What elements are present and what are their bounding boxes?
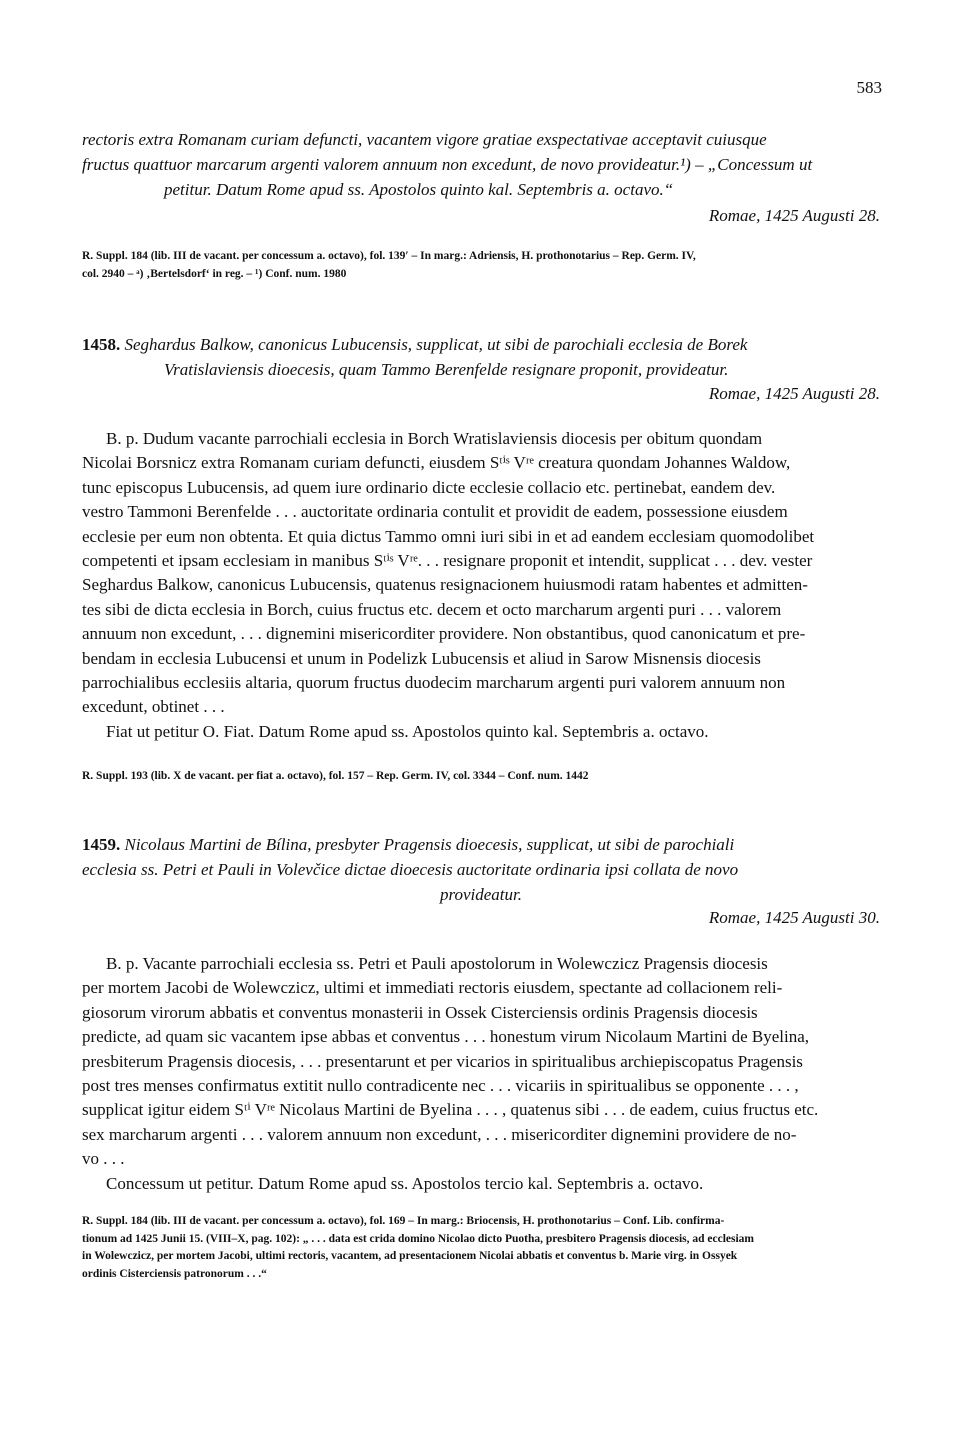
entry-number: 1458. [82, 335, 121, 354]
text-line: fructus quattuor marcarum argenti valorem annuum non excedunt, de novo provideatur.¹) – „Concessum ut [82, 155, 813, 174]
top-entry-note [82, 248, 880, 283]
body-line: vo . . . [82, 1149, 125, 1169]
entry-1459-body [82, 952, 880, 1196]
top-entry-text [82, 127, 880, 202]
body-line: vestro Tammoni Berenfelde . . . auctoritate ordinaria contulit et providit de eadem, possessione eiusdem [82, 502, 788, 522]
top-entry-date: Romae, 1425 Augusti 28. [708, 206, 880, 225]
body-line: predicte, ad quam sic vacantem ipse abbas et conventus . . . honestum virum Nicolaum Martini de Byelina, [82, 1027, 810, 1047]
note-line: col. 2940 – ᵃ) ‚Bertelsdorf‘ in reg. – ¹) Conf. num. 1980 [82, 267, 347, 280]
body-line: sex marcharum argenti . . . valorem annuum non excedunt, . . . misericorditer dignemini providere de no- [82, 1124, 797, 1144]
note-line: R. Suppl. 184 (lib. III de vacant. per concessum a. octavo), fol. 169 – In marg.: Briocensis, H. prothonotarius – Conf. Lib. confirma- [82, 1215, 725, 1227]
note-line: R. Suppl. 184 (lib. III de vacant. per concessum a. octavo), fol. 139′ – In marg.: Adriensis, H. prothonotarius – Rep. Germ. IV, [82, 250, 696, 262]
entry-number: 1459. [82, 835, 121, 854]
entry-1458-heading [82, 332, 880, 382]
text-line: Vratislaviensis dioecesis, quam Tammo Berenfelde resignare proponit, provideatur. [164, 360, 729, 379]
body-line: per mortem Jacobi de Wolewczicz, ultimi et immediati rectoris eiusdem, spectante ad collacionem reli- [82, 978, 783, 998]
body-line: bendam in ecclesia Lubucensi et unum in Podelizk Lubucensis et aliud in Sarow Misnensis diocesis [82, 648, 761, 668]
body-line: post tres menses confirmatus extitit nullo contradicente nec . . . vicariis in spiritualibus se opponente . . . , [82, 1076, 799, 1096]
note-line: tionum ad 1425 Junii 15. (VIII–X, pag. 102): „ . . . data est crida domino Nicolao dicto Puotha, presbitero Pragensis diocesis, ad ecclesiam [82, 1232, 755, 1245]
concessum-line: Concessum ut petitur. Datum Rome apud ss. Apostolos tercio kal. Septembris a. octavo. [106, 1173, 704, 1193]
text-line [82, 832, 880, 857]
body-line: tes sibi de dicta ecclesia in Borch, cuius fructus etc. decem et octo marcharum argenti puri . . . valorem [82, 599, 782, 619]
fiat-line: Fiat ut petitur O. Fiat. Datum Rome apud ss. Apostolos quinto kal. Septembris a. octavo. [106, 721, 709, 741]
text-line: ecclesia ss. Petri et Pauli in Volevčice dictae dioecesis auctoritate ordinaria ipsi collata de novo [82, 860, 739, 879]
body-line: excedunt, obtinet . . . [82, 697, 225, 717]
text-line: rectoris extra Romanam curiam defuncti, vacantem vigore gratiae exspectativae acceptavit cuiusque [82, 130, 767, 149]
body-line: ecclesie per eum non obtenta. Et quia dictus Tammo omni iuri sibi in et ad eandem ecclesiam quomodolibet [82, 526, 815, 546]
entry-1458-body [82, 427, 880, 744]
entry-1458-date: Romae, 1425 Augusti 28. [708, 384, 880, 403]
body-line: supplicat igitur eidem Sᵗⁱ Vʳᵉ Nicolaus Martini de Byelina . . . , quatenus sibi . . . de eadem, cuius fructus etc. [82, 1100, 819, 1120]
text-line: petitur. Datum Rome apud ss. Apostolos quinto kal. Septembris a. octavo.“ [164, 180, 674, 199]
note-line: ordinis Cisterciensis patronorum . . .“ [82, 1267, 267, 1280]
body-line: presbiterum Pragensis diocesis, . . . presentarunt et per vicarios in spiritualibus archiepiscopatus Pragensis [82, 1051, 803, 1071]
body-line: giosorum virorum abbatis et conventus monasterii in Ossek Cisterciensis ordinis Pragensis diocesis [82, 1002, 758, 1022]
body-line: tunc episcopus Lubucensis, ad quem iure ordinario dicte ecclesie collacio etc. pertinebat, eandem dev. [82, 477, 776, 497]
text-line: provideatur. [439, 885, 522, 904]
entry-1459-heading [82, 832, 880, 907]
entry-1459-date: Romae, 1425 Augusti 30. [708, 908, 880, 927]
heading-text: Nicolaus Martini de Bílina, presbyter Pragensis dioecesis, supplicat, ut sibi de parochiali [124, 835, 735, 854]
heading-text: Seghardus Balkow, canonicus Lubucensis, supplicat, ut sibi de parochiali ecclesia de Borek [124, 335, 748, 354]
text-line [82, 332, 880, 357]
entry-1459-note [82, 1213, 880, 1283]
page-number: 583 [856, 78, 882, 97]
body-line: parrochialibus ecclesiis altaria, quorum fructus duodecim marcharum argenti puri valorem annuum non [82, 673, 786, 693]
body-line: Seghardus Balkow, canonicus Lubucensis, quatenus resignacionem huiusmodi ratam habentes et admitten- [82, 575, 808, 595]
body-line: B. p. Dudum vacante parrochiali ecclesia in Borch Wratislaviensis diocesis per obitum quondam [106, 429, 763, 448]
note-line: in Wolewczicz, per mortem Jacobi, ultimi rectoris, vacantem, ad presentacionem Nicolai abbatis et conventus b. Marie virg. in Ossyek [82, 1250, 738, 1262]
body-line: B. p. Vacante parrochiali ecclesia ss. Petri et Pauli apostolorum in Wolewczicz Pragensis diocesis [106, 954, 768, 973]
body-line: Nicolai Borsnicz extra Romanam curiam defuncti, eiusdem Sᵗⁱˢ Vʳᵉ creatura quondam Johannes Waldow, [82, 453, 791, 473]
body-line: annuum non excedunt, . . . dignemini misericorditer providere. Non obstantibus, quod canonicatum et pre- [82, 624, 806, 644]
body-line: competenti et ipsam ecclesiam in manibus Sᵗⁱˢ Vʳᵉ. . . resignare proponit et intendit, supplicat . . . dev. vester [82, 551, 813, 571]
entry-1458-note: R. Suppl. 193 (lib. X de vacant. per fiat a. octavo), fol. 157 – Rep. Germ. IV, col. 3344 – Conf. num. 1442 [82, 770, 589, 782]
